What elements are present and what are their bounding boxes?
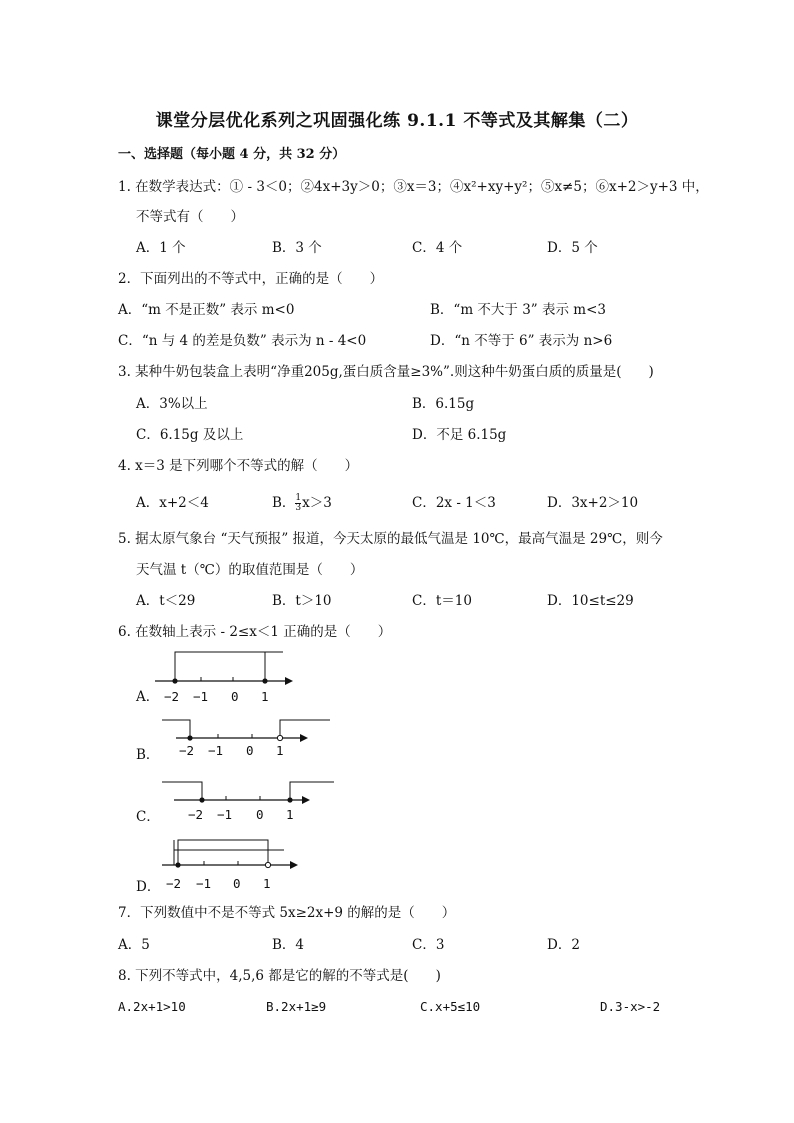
q5-option-c: C．t＝10 <box>412 593 472 609</box>
q4-option-b-fraction <box>295 494 301 513</box>
q4-option-b <box>272 494 332 513</box>
q6-b-tick-neg1: −1 <box>208 743 224 758</box>
q3-option-c: C．6.15g 及以上 <box>136 427 244 443</box>
q8-option-c: C.x+5≤10 <box>420 999 481 1014</box>
q8-option-d: D.3-x>-2 <box>600 999 661 1014</box>
q2-option-b: B．“m 不大于 3” 表示 m<3 <box>430 302 606 318</box>
q5-option-a: A．t＜29 <box>136 593 196 609</box>
fraction-denominator: 3 <box>295 503 302 513</box>
q5-stem-line1: 5. 据太原气象台 “天气预报” 报道，今天太原的最低气温是 10℃，最高气温是 29℃，则今 <box>118 531 663 547</box>
q7-option-c: C．3 <box>412 937 445 953</box>
q6-d-tick-neg2: −2 <box>166 876 182 891</box>
q8-option-b: B.2x+1≥9 <box>266 999 327 1014</box>
q3-stem: 3. 某种牛奶包装盒上表明“净重205g,蛋白质含量≥3%”.则这种牛奶蛋白质的质量是( ) <box>118 364 654 380</box>
q6-d-tick-neg1: −1 <box>196 876 212 891</box>
q4-stem: 4. x＝3 是下列哪个不等式的解（ ） <box>118 458 359 474</box>
q4-option-d: D．3x+2＞10 <box>547 495 639 511</box>
q3-option-d: D．不足 6.15g <box>412 427 507 443</box>
q5-option-d: D．10≤t≤29 <box>547 593 634 609</box>
q6-number-line-d <box>162 838 322 878</box>
q3-option-b: B．6.15g <box>412 396 475 412</box>
q1-stem-line2: 不等式有（ ） <box>136 209 244 225</box>
q7-option-a: A．5 <box>118 937 150 953</box>
page-title: 课堂分层优化系列之巩固强化练 9.1.1 不等式及其解集（二） <box>155 111 639 131</box>
q6-b-tick-0: 0 <box>246 743 254 758</box>
q6-b-tick-neg2: −2 <box>179 743 195 758</box>
q7-stem: 7．下列数值中不是不等式 5x≥2x+9 的解的是（ ） <box>118 905 456 921</box>
q6-c-tick-1: 1 <box>286 807 294 822</box>
q4-option-c: C．2x - 1＜3 <box>412 495 496 511</box>
q6-stem: 6. 在数轴上表示 - 2≤x＜1 正确的是（ ） <box>118 624 392 640</box>
q6-b-tick-1: 1 <box>276 743 284 758</box>
q6-c-tick-neg1: −1 <box>217 807 233 822</box>
q5-option-b: B．t＞10 <box>272 593 332 609</box>
q6-a-tick-1: 1 <box>261 689 269 704</box>
q7-option-b: B．4 <box>272 937 305 953</box>
q1-option-c: C．4 个 <box>412 240 463 256</box>
fraction-numerator: 1 <box>295 493 302 503</box>
q6-a-tick-0: 0 <box>231 689 239 704</box>
q6-option-d-label: D． <box>136 879 161 895</box>
q1-option-a: A．1 个 <box>136 240 186 256</box>
q1-option-d: D．5 个 <box>547 240 598 256</box>
q4-option-b-label: B． <box>272 495 296 511</box>
q3-option-a: A．3%以上 <box>136 396 208 412</box>
q4-option-a: A．x+2＜4 <box>136 495 209 511</box>
q6-a-tick-neg2: −2 <box>164 689 180 704</box>
section-heading: 一、选择题（每小题 4 分，共 32 分） <box>118 147 346 162</box>
q6-d-tick-1: 1 <box>263 876 271 891</box>
q1-stem-line1: 1. 在数学表达式：① - 3＜0；②4x+3y＞0；③x＝3；④x²+xy+y²；⑤x≠5；⑥x+2＞y+3 中， <box>118 179 709 195</box>
q7-option-d: D．2 <box>547 937 580 953</box>
q2-stem: 2．下面列出的不等式中，正确的是（ ） <box>118 271 384 287</box>
q6-c-tick-neg2: −2 <box>188 807 204 822</box>
q6-a-tick-neg1: −1 <box>193 689 209 704</box>
q2-option-c: C．“n 与 4 的差是负数” 表示为 n - 4<0 <box>118 333 367 349</box>
q6-option-b-label: B． <box>136 747 160 763</box>
q4-option-b-rest: x＞3 <box>302 495 332 511</box>
q6-d-tick-0: 0 <box>233 876 241 891</box>
q6-c-tick-0: 0 <box>256 807 264 822</box>
q8-stem: 8. 下列不等式中，4,5,6 都是它的解的不等式是( ) <box>118 968 441 984</box>
q1-option-b: B．3 个 <box>272 240 322 256</box>
q6-option-c-label: C． <box>136 809 160 825</box>
q2-option-a: A．“m 不是正数” 表示 m<0 <box>118 302 295 318</box>
q6-option-a-label: A． <box>136 689 160 705</box>
q2-option-d: D．“n 不等于 6” 表示为 n>6 <box>430 333 613 349</box>
q5-stem-line2: 天气温 t（℃）的取值范围是（ ） <box>136 562 364 578</box>
q8-option-a: A.2x+1>10 <box>118 999 186 1014</box>
